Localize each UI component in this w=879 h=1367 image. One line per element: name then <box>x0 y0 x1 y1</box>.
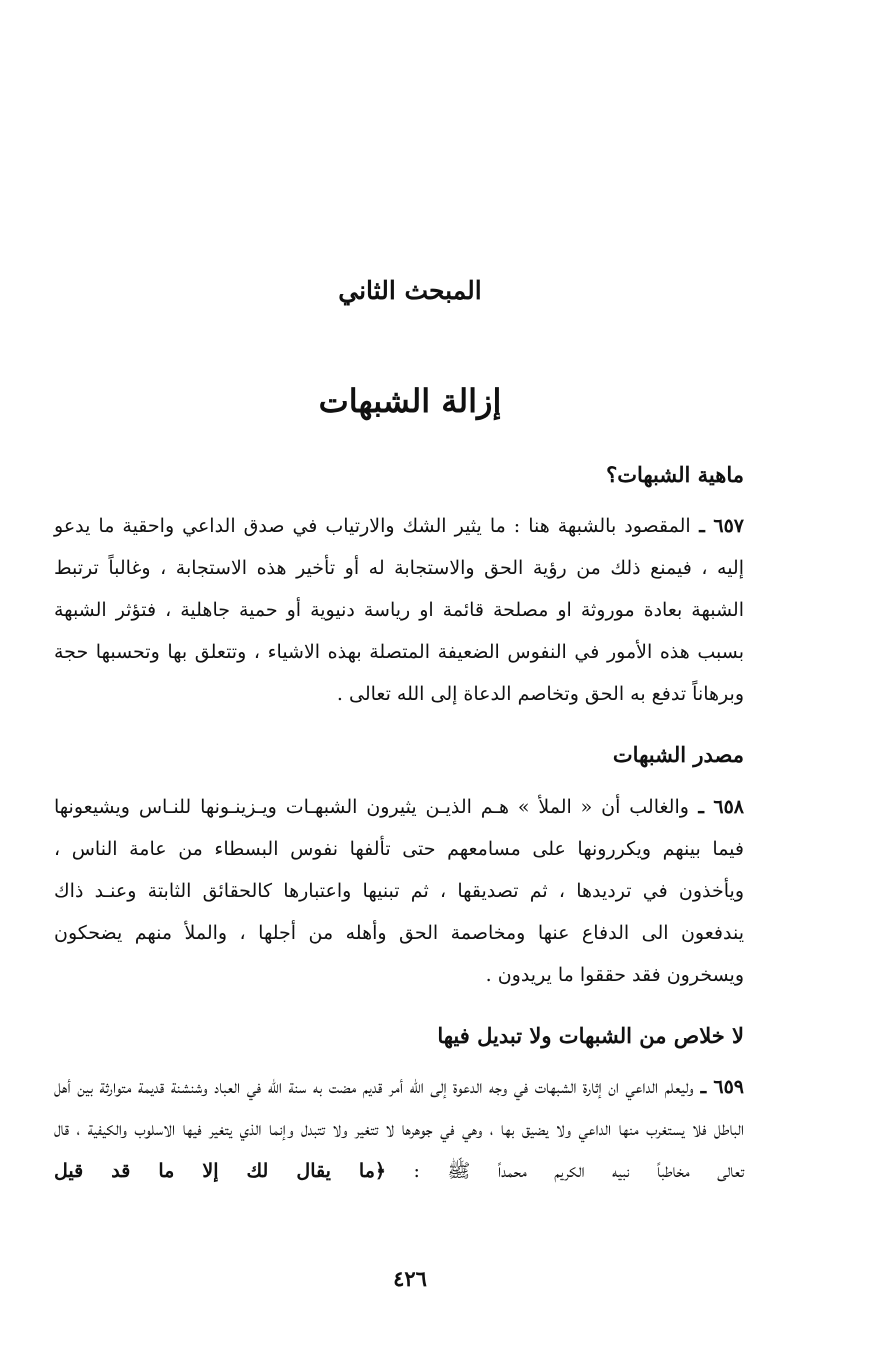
paragraph-658 <box>54 786 744 996</box>
dash: ـ <box>688 796 714 818</box>
section-title: إزالة الشبهات <box>318 382 502 420</box>
dash: ـ <box>693 1076 714 1098</box>
paragraph-number: ٦٥٨ <box>713 796 745 818</box>
page-number: ٤٢٦ <box>393 1266 427 1291</box>
paragraph-number: ٦٥٧ <box>713 515 745 537</box>
quranic-quote: ﴿ما يقال لك إلا ما قد قيل <box>54 1160 387 1182</box>
paragraph-text: المقصود بالشبهة هنا : ما يثير الشك والارتياب في صدق الداعي واحقية ما يدعو إليه ، فيمنع ذلك من رؤية الحق والاستجابة له أو تأخير هذه الاستجابة ، وغالباً ترتبط الشبهة بعادة موروثة او مصلحة قائمة او رياسة دنيوية أو حمية جاهلية ، فتؤثر الشبهة بسبب هذه الأمور في النفوس الضعيفة المتصلة بهذه الاشياء ، وتتعلق بها وتحسبها حجة وبرهاناً تدفع به الحق وتخاصم الدعاة إلى الله تعالى . <box>54 515 744 705</box>
paragraph-text: والغالب أن « الملأ » هـم الذيـن يثيرون الشبهـات ويـزينـونها للنـاس ويشيعونها فيما بينهم ويكررونها على مسامعهم حتى تألفها نفوس البسطاء من عامة الناس ، ويأخذون في ترديدها ، ثم تصديقها ، ثم تبنيها واعتبارها كالحقائق الثابتة وعنـد ذاك يندفعون الى الدفاع عنها ومخاصمة الحق وأهله من أجلها ، والملأ منهم يضحكون ويسخرون فقد حققوا ما يريدون . <box>54 796 744 986</box>
paragraph-659 <box>54 1066 744 1192</box>
paragraph-number: ٦٥٩ <box>713 1076 744 1098</box>
section-label: المبحث الثاني <box>338 276 482 305</box>
subheading-no-escape: لا خلاص من الشبهات ولا تبديل فيها <box>437 1023 744 1048</box>
subheading-what-are-doubts: ماهية الشبهات؟ <box>606 462 744 487</box>
paragraph-657 <box>54 505 744 715</box>
paragraph-text: وليعلم الداعي ان إثارة الشبهات في وجه الدعوة إلى الله أمر قديم مضت به سنة الله في العباد وشنشنة قديمة متوارثة بين أهل الباطل فلا يستغرب منها الداعي ولا يضيق بها ، وهي في جوهرها لا تتغير ولا تتبدل وإنما الذي يتغير فيها الاسلوب والكيفية ، قال تعالى مخاطباً نبيه الكريم محمداً ﷺ : <box>54 1076 744 1182</box>
subheading-source-of-doubts: مصدر الشبهات <box>612 742 744 767</box>
dash: ـ <box>690 515 714 537</box>
